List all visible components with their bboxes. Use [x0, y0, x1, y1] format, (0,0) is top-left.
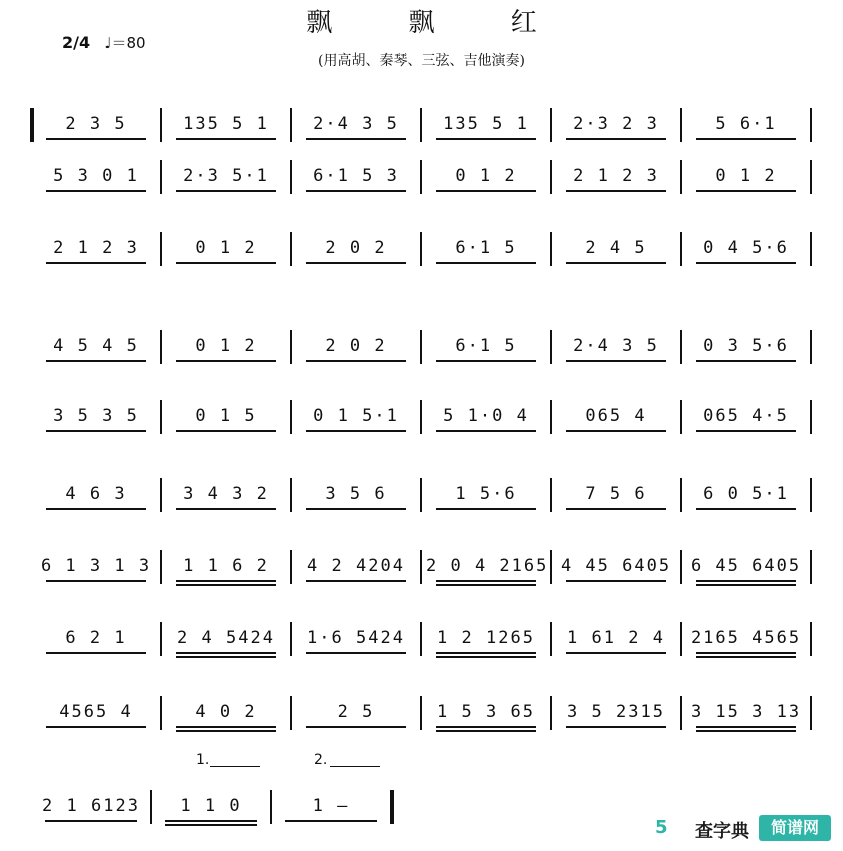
bar-line [420, 550, 422, 584]
measure [686, 108, 806, 148]
measure-notes: 2 4 5 [585, 238, 647, 258]
bar-line [290, 550, 292, 584]
measure-notes: 2·3 2 3 [573, 114, 659, 134]
bar-line [160, 160, 162, 194]
measure-notes: 4 6 3 [65, 484, 127, 504]
measure [426, 550, 549, 590]
score-line [30, 478, 820, 538]
beam-line [566, 262, 667, 264]
bar-line [420, 478, 422, 512]
measure-notes: 4 5 4 5 [53, 336, 139, 356]
bar-line [810, 478, 812, 512]
measure [166, 696, 286, 736]
measure-notes: 6 2 1 [65, 628, 127, 648]
score-line [30, 400, 820, 460]
beam-line [566, 508, 667, 510]
measure-notes: 3 5 3 5 [53, 406, 139, 426]
beam-line [436, 360, 537, 362]
beam-line-double [176, 730, 277, 732]
measure [36, 622, 156, 662]
bar-line [290, 622, 292, 656]
bar-line [810, 108, 812, 142]
beam-line [306, 262, 407, 264]
measure-notes: 0 1 2 [455, 166, 517, 186]
measure [166, 550, 286, 590]
measure [36, 330, 156, 370]
measure-notes: 2 0 2 [325, 238, 387, 258]
beam-line [46, 138, 147, 140]
beam-line [696, 190, 797, 192]
beam-line [176, 262, 277, 264]
beam-line [45, 820, 137, 822]
beam-line [566, 430, 667, 432]
score-line [30, 330, 820, 390]
bar-line [290, 330, 292, 364]
measure-notes: 3 4 3 2 [183, 484, 269, 504]
bar-line [290, 232, 292, 266]
measure-notes: 2 0 4 2165 [426, 556, 549, 576]
beam-line [46, 262, 147, 264]
measure [686, 160, 806, 200]
bar-line [680, 478, 682, 512]
measure-notes: 6 45 6405 [690, 556, 802, 576]
bar-line [680, 550, 682, 584]
bar-line [680, 232, 682, 266]
measure-notes: 2 1 2 3 [53, 238, 139, 258]
beam-line [566, 580, 667, 582]
bar-line [160, 232, 162, 266]
measure [556, 160, 676, 200]
beam-line [306, 726, 407, 728]
measure [556, 550, 676, 590]
beam-line [176, 508, 277, 510]
beam-line [436, 508, 537, 510]
measure-notes: 6 1 3 1 3 [40, 556, 152, 576]
measure-notes: 2 1 2 3 [573, 166, 659, 186]
measure [296, 478, 416, 518]
bar-line [810, 622, 812, 656]
measure [426, 622, 546, 662]
measure-notes: 5 3 0 1 [53, 166, 139, 186]
bar-line [680, 696, 682, 730]
beam-line [46, 652, 147, 654]
beam-line [176, 138, 277, 140]
measure-notes: 1 1 6 2 [183, 556, 269, 576]
bar-line [550, 696, 552, 730]
beam-line-double [436, 656, 537, 658]
measure-notes: 2165 4565 [690, 628, 802, 648]
measure-notes: 2 5 [337, 702, 375, 722]
measure-notes: 1 61 2 4 [567, 628, 665, 648]
beam-line-double [696, 584, 797, 586]
measure [556, 696, 676, 736]
beam-line-double [436, 730, 537, 732]
beam-line [436, 580, 537, 582]
bar-line [290, 400, 292, 434]
measure [36, 790, 146, 830]
beam-line [306, 508, 407, 510]
song-title: 飘 飘 红 [306, 8, 571, 38]
score-line [30, 232, 820, 292]
bar-line [150, 790, 152, 824]
measure-notes: 135 5 1 [183, 114, 269, 134]
bar-line [420, 400, 422, 434]
bar-line [550, 108, 552, 142]
beam-line [696, 138, 797, 140]
measure [36, 400, 156, 440]
measure [166, 622, 286, 662]
bar-line [420, 622, 422, 656]
bar-line [810, 696, 812, 730]
beam-line [46, 360, 147, 362]
measure [166, 400, 286, 440]
bar-line [420, 108, 422, 142]
measure [426, 478, 546, 518]
beam-line [306, 580, 407, 582]
measure-notes: 6·1 5 3 [313, 166, 399, 186]
beam-line [285, 820, 377, 822]
bar-line [550, 330, 552, 364]
beam-line [436, 138, 537, 140]
bar-line [810, 330, 812, 364]
bar-line [420, 696, 422, 730]
bar-line [160, 400, 162, 434]
bar-line [550, 478, 552, 512]
time-signature: 2/4 [62, 33, 91, 52]
beam-line [696, 580, 797, 582]
measure-notes: 4565 4 [59, 702, 133, 722]
measure-notes: 2 0 2 [325, 336, 387, 356]
volta-bracket [210, 766, 260, 767]
measure [296, 400, 416, 440]
measure-notes: 065 4 [585, 406, 647, 426]
beam-line [176, 580, 277, 582]
measure-notes: 6·1 5 [455, 238, 517, 258]
watermark-logo [655, 815, 835, 845]
measure-notes: 2 4 5424 [177, 628, 275, 648]
measure-notes: 1 — [312, 796, 350, 816]
measure [556, 622, 676, 662]
measure-notes: 2·4 3 5 [573, 336, 659, 356]
beam-line [566, 360, 667, 362]
measure [36, 108, 156, 148]
measure-notes: 2·3 5·1 [183, 166, 269, 186]
measure [296, 622, 416, 662]
bar-line [810, 400, 812, 434]
beam-line [436, 262, 537, 264]
measure [36, 232, 156, 272]
beam-line [306, 430, 407, 432]
measure [686, 550, 806, 590]
beam-line [566, 138, 667, 140]
beam-line [696, 726, 797, 728]
beam-line [306, 138, 407, 140]
beam-line-double [176, 656, 277, 658]
beam-line [176, 726, 277, 728]
beam-line [46, 190, 147, 192]
measure [426, 400, 546, 440]
measure-notes: 5 1·0 4 [443, 406, 529, 426]
bar-line [680, 400, 682, 434]
measure [556, 232, 676, 272]
measure-notes: 6·1 5 [455, 336, 517, 356]
measure-notes: 3 15 3 13 [690, 702, 802, 722]
measure [296, 550, 416, 590]
measure-notes: 0 1 2 [715, 166, 777, 186]
beam-line-double [176, 584, 277, 586]
measure-notes: 4 2 4204 [307, 556, 405, 576]
beam-line [176, 360, 277, 362]
measure-notes: 2·4 3 5 [313, 114, 399, 134]
measure-notes: 4 45 6405 [560, 556, 672, 576]
measure-notes: 0 1 5 [195, 406, 257, 426]
volta-bracket [330, 766, 380, 767]
bar-line [550, 232, 552, 266]
measure [556, 478, 676, 518]
measure [686, 232, 806, 272]
bar-line [680, 108, 682, 142]
measure-notes: 0 1 2 [195, 238, 257, 258]
beam-line [306, 190, 407, 192]
beam-line [306, 652, 407, 654]
bar-line [160, 330, 162, 364]
measure-notes: 7 5 6 [585, 484, 647, 504]
measure [426, 108, 546, 148]
score-line [30, 160, 820, 220]
bar-line [290, 108, 292, 142]
bar-line [270, 790, 272, 824]
beam-line [566, 190, 667, 192]
beam-line [566, 726, 667, 728]
beam-line [696, 262, 797, 264]
measure-notes: 0 1 5·1 [313, 406, 399, 426]
measure [686, 622, 806, 662]
bar-line [810, 232, 812, 266]
bar-line [550, 622, 552, 656]
measure-notes: 1 5·6 [455, 484, 517, 504]
measure-notes: 5 6·1 [715, 114, 777, 134]
watermark-badge: 简谱网 [759, 815, 831, 841]
measure [156, 790, 266, 830]
measure [426, 696, 546, 736]
measure [296, 330, 416, 370]
beam-line [165, 820, 257, 822]
bar-line [290, 478, 292, 512]
beam-line-double [696, 730, 797, 732]
measure [686, 478, 806, 518]
watermark-prefix: 5 [655, 817, 668, 838]
measure [36, 696, 156, 736]
beam-line [46, 580, 147, 582]
measure-notes: 4 0 2 [195, 702, 257, 722]
measure-notes: 2 3 5 [65, 114, 127, 134]
beam-line [176, 430, 277, 432]
measure-notes: 0 3 5·6 [703, 336, 789, 356]
beam-line [566, 652, 667, 654]
bar-line [680, 622, 682, 656]
beam-line [46, 430, 147, 432]
measure [296, 696, 416, 736]
beam-line-double [696, 656, 797, 658]
score-line [30, 550, 820, 610]
measure-notes: 0 4 5·6 [703, 238, 789, 258]
measure [276, 790, 386, 830]
beam-line [696, 508, 797, 510]
beam-line [696, 360, 797, 362]
measure [296, 160, 416, 200]
bar-line [550, 550, 552, 584]
measure-notes: 1 5 3 65 [437, 702, 535, 722]
measure [686, 330, 806, 370]
measure-notes: 1·6 5424 [307, 628, 405, 648]
bar-line [550, 160, 552, 194]
measure [166, 160, 286, 200]
score-line [30, 622, 820, 682]
measure [686, 400, 806, 440]
measure [556, 108, 676, 148]
measure [556, 400, 676, 440]
instrumentation-subtitle: (用高胡、秦琴、三弦、吉他演奏) [318, 53, 525, 69]
beam-line [306, 360, 407, 362]
beam-line [46, 508, 147, 510]
watermark-name: 查字典 [695, 821, 749, 842]
beam-line [696, 652, 797, 654]
bar-line [160, 696, 162, 730]
bar-line [420, 232, 422, 266]
measure [426, 232, 546, 272]
measure [426, 330, 546, 370]
measure-notes: 3 5 2315 [567, 702, 665, 722]
beam-line [436, 190, 537, 192]
measure [686, 696, 806, 736]
bar-line [810, 160, 812, 194]
measure-notes: 1 2 1265 [437, 628, 535, 648]
measure-notes: 2 1 6123 [42, 796, 140, 816]
measure [166, 232, 286, 272]
score-line [30, 108, 820, 168]
measure [426, 160, 546, 200]
tempo-value: ♩＝80 [104, 34, 146, 52]
beam-line [436, 726, 537, 728]
measure [166, 330, 286, 370]
bar-line [290, 696, 292, 730]
measure [166, 478, 286, 518]
measure [296, 232, 416, 272]
beam-line-double [436, 584, 537, 586]
volta-first: 1. [196, 752, 210, 768]
measure-notes: 135 5 1 [443, 114, 529, 134]
bar-line [810, 550, 812, 584]
bar-line [420, 160, 422, 194]
bar-line [680, 330, 682, 364]
bar-line [550, 400, 552, 434]
beam-line-double [165, 824, 257, 826]
bar-line [160, 478, 162, 512]
measure [36, 478, 156, 518]
volta-second: 2. [314, 752, 328, 768]
beam-line [46, 726, 147, 728]
measure [36, 160, 156, 200]
beam-line [176, 652, 277, 654]
measure-notes: 6 0 5·1 [703, 484, 789, 504]
beam-line [436, 430, 537, 432]
measure-notes: 0 1 2 [195, 336, 257, 356]
score-line [30, 696, 820, 756]
bar-line [290, 160, 292, 194]
measure [36, 550, 156, 590]
bar-line [680, 160, 682, 194]
bar-line [160, 550, 162, 584]
beam-line [176, 190, 277, 192]
bar-line [390, 790, 394, 824]
measure [296, 108, 416, 148]
measure-notes: 065 4·5 [703, 406, 789, 426]
measure-notes: 1 1 0 [180, 796, 242, 816]
beam-line [436, 652, 537, 654]
beam-line [696, 430, 797, 432]
bar-line [420, 330, 422, 364]
measure-notes: 3 5 6 [325, 484, 387, 504]
bar-line [160, 622, 162, 656]
measure [166, 108, 286, 148]
measure [556, 330, 676, 370]
bar-line [160, 108, 162, 142]
